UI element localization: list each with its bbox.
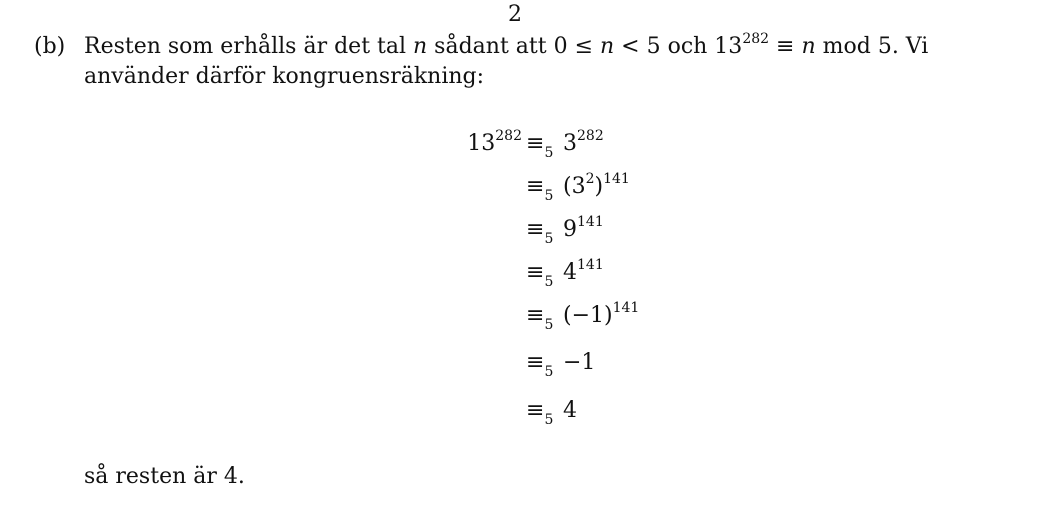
derivation-rhs [563,253,604,293]
statement-text: sådant att 0 ≤ [427,34,600,59]
modulus: 5 [544,231,554,248]
modulus: 5 [544,317,554,334]
rhs-exponent: 141 [577,213,604,230]
close-paren: ) [594,174,604,199]
rhs-base: 4 [563,398,577,423]
congruence-symbol [526,343,553,383]
statement-line-2: använder därför kongruensräkning: [84,64,485,89]
rhs-base: −1 [563,350,596,375]
modulus: 5 [544,364,554,381]
modulus: 5 [544,145,554,162]
congruence-symbol [526,253,553,293]
derivation-step [0,167,1044,207]
rhs-exponent: 282 [577,127,604,144]
statement-text: mod 5. Vi [815,34,929,59]
page-number: 2 [508,2,522,27]
statement-line-1 [84,32,1034,62]
derivation-rhs [563,210,604,250]
derivation-step [0,210,1044,250]
statement-text: < 5 och 13 [614,34,743,59]
congruence-symbol [526,210,553,250]
relation: ≡ [526,217,545,242]
congruence-symbol [526,167,553,207]
variable-n: n [801,34,816,59]
statement-text: ≡ [769,34,802,59]
derivation-step [0,391,1044,431]
rhs-base: (3 [563,174,586,199]
rhs-base: 4 [563,260,577,285]
exponent: 282 [742,30,770,47]
relation: ≡ [526,398,545,423]
relation: ≡ [526,131,545,156]
derivation-rhs [563,391,577,431]
lhs-exponent: 282 [495,127,522,144]
statement-text: Resten som erhålls är det tal [84,34,414,59]
derivation-step [0,253,1044,293]
lhs-base: 13 [467,131,496,156]
relation: ≡ [526,260,545,285]
rhs-base: 3 [563,131,577,156]
derivation-step [0,343,1044,383]
relation: ≡ [526,174,545,199]
congruence-symbol [526,391,553,431]
problem-label: (b) [34,34,66,59]
derivation-lhs [467,124,522,164]
relation: ≡ [526,303,545,328]
derivation-rhs [563,124,604,164]
conclusion: så resten är 4. [84,464,245,489]
derivation-rhs [563,343,595,383]
rhs-exponent: 141 [577,256,604,273]
variable-n: n [413,34,428,59]
congruence-symbol [526,124,553,164]
derivation-step [0,296,1044,336]
derivation-rhs [563,167,630,207]
inner-exponent: 2 [585,170,595,187]
relation: ≡ [526,350,545,375]
derivation-step [0,124,1044,164]
derivation-rhs [563,296,639,336]
rhs-base: 9 [563,217,577,242]
modulus: 5 [544,188,554,205]
modulus: 5 [544,274,554,291]
problem-statement [84,32,1034,92]
variable-n: n [600,34,615,59]
rhs-base: (−1) [563,303,613,328]
modulus: 5 [544,412,554,429]
rhs-exponent: 141 [612,299,640,316]
rhs-exponent: 141 [603,170,630,187]
congruence-symbol [526,296,553,336]
